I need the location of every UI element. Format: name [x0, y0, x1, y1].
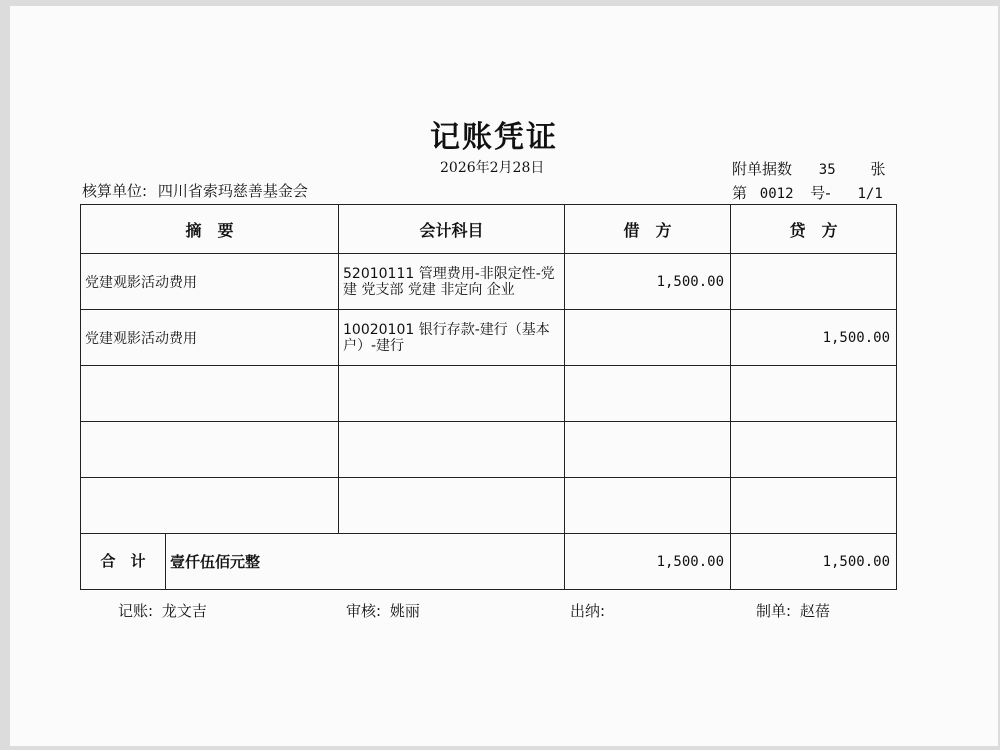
row-debit — [565, 422, 731, 478]
header-debit: 借 方 — [565, 205, 731, 254]
row-debit — [565, 478, 731, 534]
table-row — [81, 310, 897, 366]
preparer-signature — [756, 600, 830, 621]
unit-name: 四川省索玛慈善基金会 — [157, 182, 308, 200]
row-account: 52010111 管理费用-非限定性-党建 党支部 党建 非定向 企业 — [339, 254, 565, 310]
bookkeeper-label: 记账: — [118, 602, 154, 620]
row-debit — [565, 310, 731, 366]
header-account: 会计科目 — [339, 205, 565, 254]
table-row — [81, 478, 897, 534]
voucher-no-suffix: 号- — [810, 184, 831, 202]
unit-label: 核算单位: — [82, 182, 148, 200]
bookkeeper-signature — [118, 600, 207, 621]
preparer-label: 制单: — [756, 602, 792, 620]
voucher-no-value: 0012 — [759, 186, 794, 202]
attachments-count: 35 — [818, 162, 836, 178]
voucher-table — [80, 204, 897, 590]
table-row — [81, 366, 897, 422]
row-summary: 党建观影活动费用 — [81, 310, 339, 366]
voucher-title: 记账凭证 — [430, 120, 558, 155]
row-debit — [565, 366, 731, 422]
row-account: 10020101 银行存款-建行（基本户）-建行 — [339, 310, 565, 366]
voucher-number — [732, 182, 883, 203]
voucher-page: 1/1 — [857, 186, 883, 202]
header-summary: 摘 要 — [81, 205, 339, 254]
preparer-name: 赵蓓 — [799, 602, 830, 620]
row-credit — [731, 254, 897, 310]
row-summary — [81, 366, 339, 422]
row-debit: 1,500.00 — [565, 254, 731, 310]
attachments-unit: 张 — [870, 160, 886, 178]
row-summary — [81, 478, 339, 534]
voucher-no-prefix: 第 — [732, 184, 748, 202]
row-account — [339, 422, 565, 478]
header-credit: 贷 方 — [731, 205, 897, 254]
total-row — [81, 534, 897, 590]
bookkeeper-name: 龙文吉 — [161, 602, 207, 620]
cashier-signature — [570, 600, 609, 621]
row-credit — [731, 478, 897, 534]
table-row — [81, 422, 897, 478]
reviewer-label: 审核: — [346, 602, 382, 620]
reviewer-signature — [346, 600, 420, 621]
row-account — [339, 478, 565, 534]
total-cell — [81, 534, 565, 590]
attachments-info — [732, 158, 885, 179]
row-credit — [731, 366, 897, 422]
total-debit: 1,500.00 — [565, 534, 731, 590]
total-label: 合 计 — [81, 534, 166, 589]
header-row — [81, 205, 897, 254]
accounting-unit — [82, 180, 308, 201]
row-credit — [731, 422, 897, 478]
row-summary: 党建观影活动费用 — [81, 254, 339, 310]
row-summary — [81, 422, 339, 478]
attachments-label: 附单据数 — [732, 160, 793, 178]
total-amount-words: 壹仟伍佰元整 — [170, 553, 261, 571]
table-row — [81, 254, 897, 310]
row-credit: 1,500.00 — [731, 310, 897, 366]
total-credit: 1,500.00 — [731, 534, 897, 590]
reviewer-name: 姚丽 — [389, 602, 420, 620]
row-account — [339, 366, 565, 422]
voucher-date: 2026年2月28日 — [440, 160, 545, 176]
cashier-label: 出纳: — [570, 602, 606, 620]
